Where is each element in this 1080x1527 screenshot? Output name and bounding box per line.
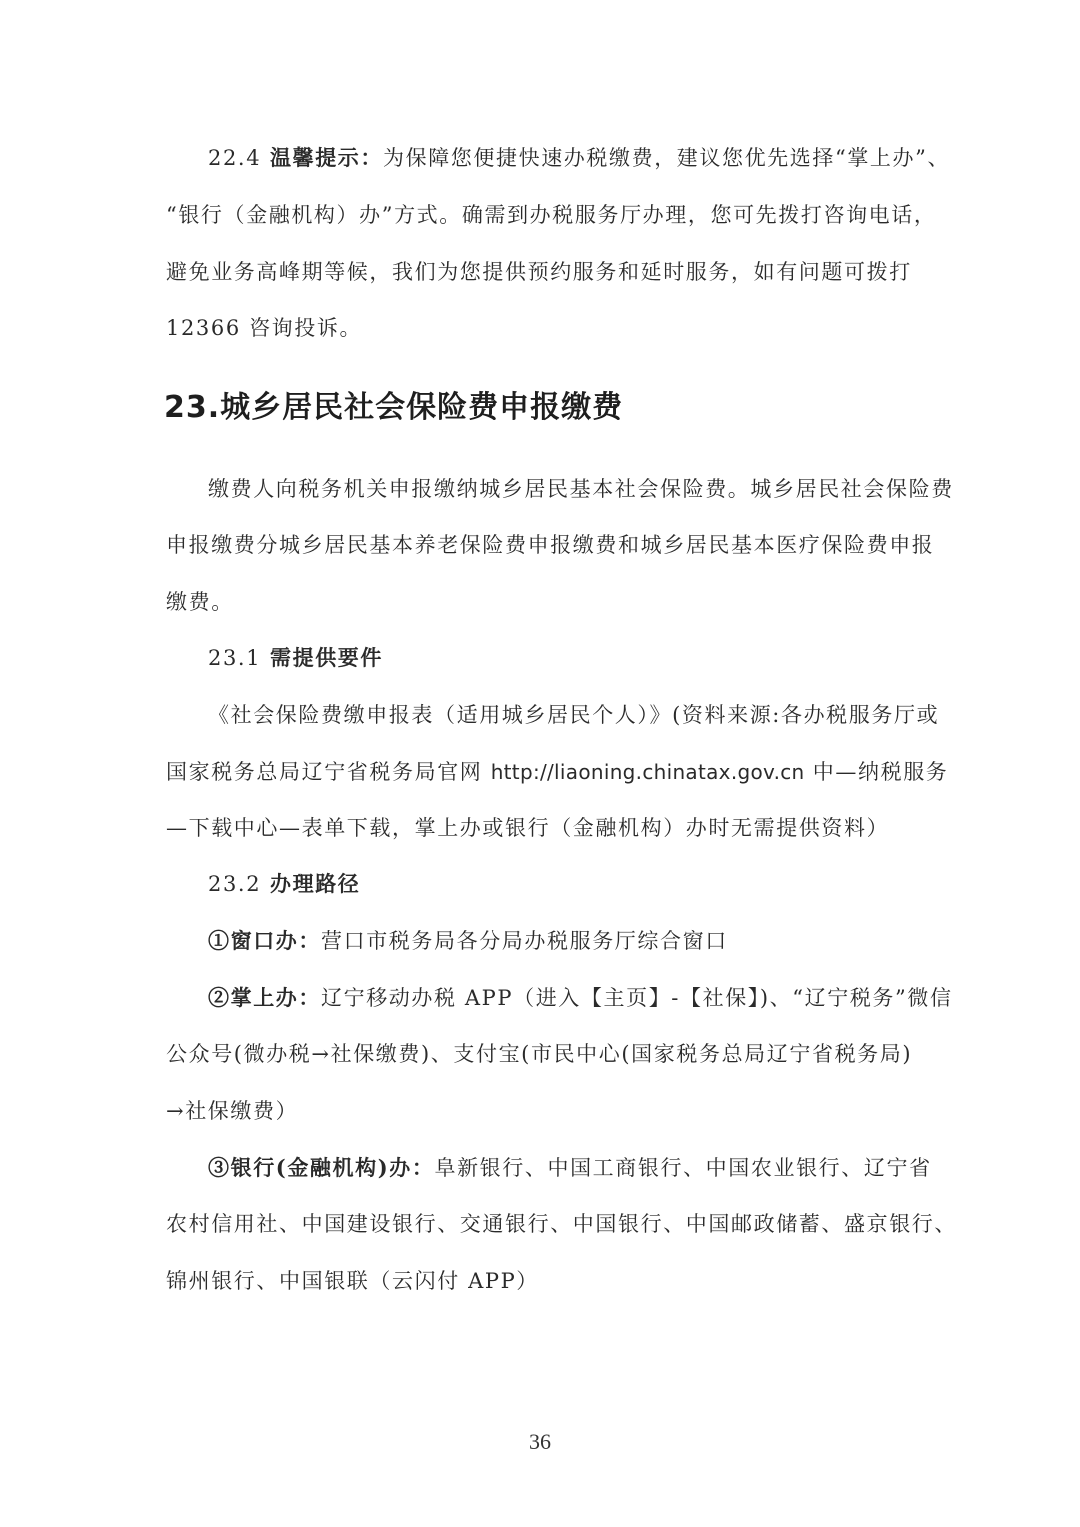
s22-4-line-3: 避免业务高峰期等候，我们为您提供预约服务和延时服务，如有问题可拨打 xyxy=(166,260,912,284)
path-bank-line-3: 锦州银行、中国银联（云闪付 APP） xyxy=(166,1269,539,1293)
s22-4-line-2: “银行（金融机构）办”方式。确需到办税服务厅办理，您可先拨打咨询电话， xyxy=(166,203,937,227)
path-bank-text-1: 阜新银行、中国工商银行、中国农业银行、辽宁省 xyxy=(434,1156,932,1180)
s23-1-text-2a: 国家税务总局辽宁省税务局官网 xyxy=(166,760,491,784)
path-mobile-line-3: →社保缴费） xyxy=(166,1099,299,1123)
s23-1-heading xyxy=(208,643,383,673)
path-mobile-label: ②掌上办： xyxy=(208,985,321,1010)
s23-1-line-3: —下载中心—表单下载，掌上办或银行（金融机构）办时无需提供资料） xyxy=(166,816,890,840)
s23-intro-line-1: 缴费人向税务机关申报缴纳城乡居民基本社会保险费。城乡居民社会保险费 xyxy=(208,477,954,501)
s22-4-label: 温馨提示： xyxy=(270,145,383,170)
s22-4-line-1 xyxy=(208,143,951,173)
path-mobile-line-2: 公众号(微办税→社保缴费)、支付宝(市民中心(国家税务总局辽宁省税务局) xyxy=(166,1042,913,1066)
path-window-label: ①窗口办： xyxy=(208,928,321,953)
s23-1-line-2 xyxy=(166,757,949,787)
path-bank-line-1 xyxy=(208,1153,932,1183)
tax-website-link[interactable]: http://liaoning.chinatax.gov.cn xyxy=(490,760,805,784)
path-window xyxy=(208,926,916,956)
s22-4-number: 22.4 xyxy=(208,146,262,170)
path-bank-line-2: 农村信用社、中国建设银行、交通银行、中国银行、中国邮政储蓄、盛京银行、 xyxy=(166,1212,957,1236)
path-mobile-line-1 xyxy=(208,983,953,1013)
s22-4-line-4: 12366 咨询投诉。 xyxy=(166,316,363,340)
s23-1-line-1: 《社会保险费缴申报表（适用城乡居民个人）》(资料来源:各办税服务厅或 xyxy=(208,703,940,727)
s22-4-text-1: 为保障您便捷快速办税缴费，建议您优先选择“掌上办”、 xyxy=(383,146,951,170)
s23-1-number: 23.1 xyxy=(208,646,262,670)
page-number: 36 xyxy=(529,1429,551,1454)
path-mobile-text-1: 辽宁移动办税 APP（进入【主页】-【社保】)、“辽宁税务”微信 xyxy=(321,986,953,1010)
s23-1-text-2b: 中—纳税服务 xyxy=(804,760,949,784)
s23-2-title: 办理路径 xyxy=(270,871,361,896)
s23-2-number: 23.2 xyxy=(208,872,262,896)
s23-1-title: 需提供要件 xyxy=(270,645,383,670)
path-bank-label: ③银行(金融机构)办： xyxy=(208,1155,435,1180)
s23-2-heading xyxy=(208,869,360,899)
s23-intro-line-3: 缴费。 xyxy=(166,590,234,614)
s23-intro-line-2: 申报缴费分城乡居民基本养老保险费申报缴费和城乡居民基本医疗保险费申报 xyxy=(166,533,935,557)
section-23-heading: 23.城乡居民社会保险费申报缴费 xyxy=(164,390,624,425)
path-window-text: 营口市税务局各分局办税服务厅综合窗口 xyxy=(321,929,728,953)
